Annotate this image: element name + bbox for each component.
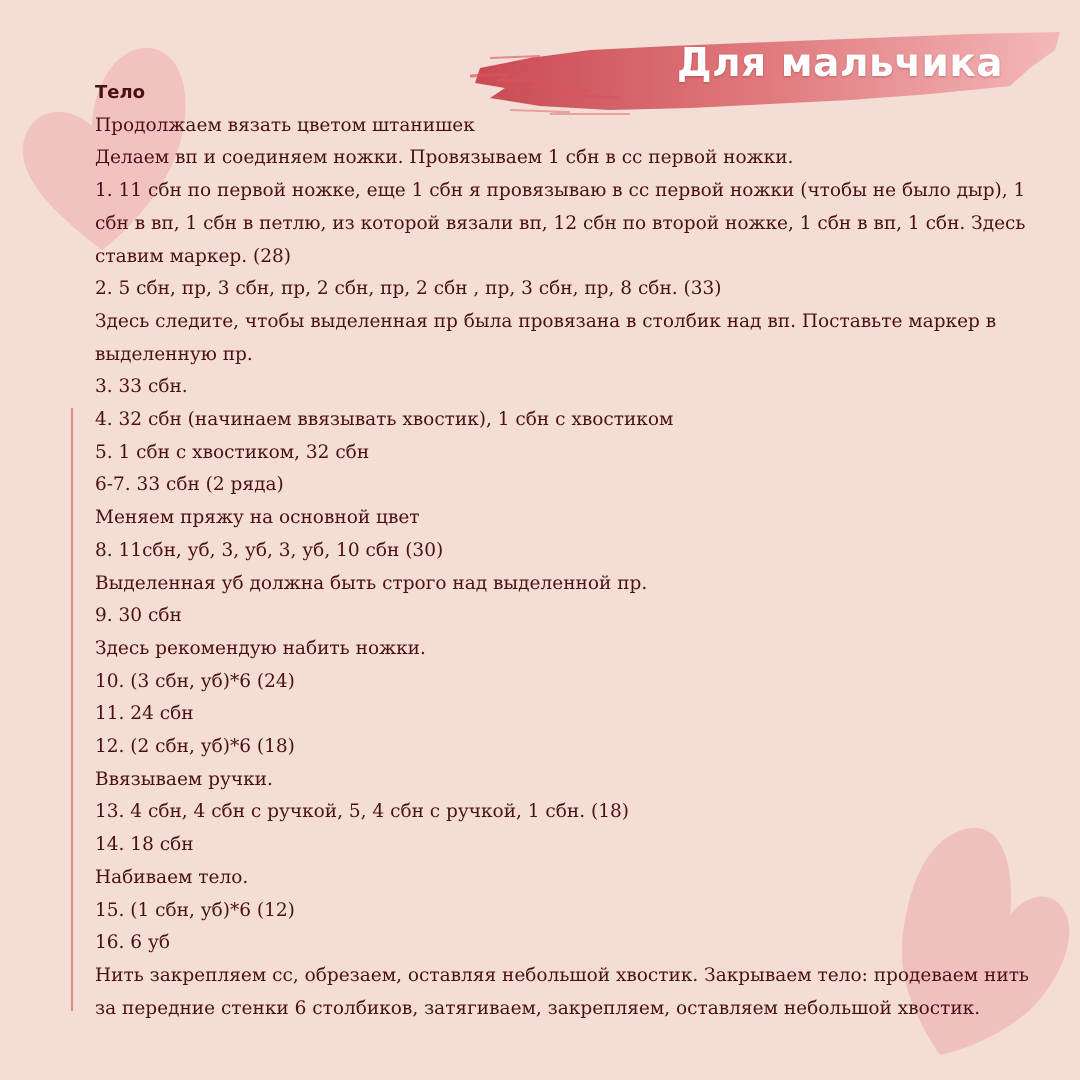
banner-title: Для мальчика bbox=[676, 41, 1004, 86]
instruction-line: 6-7. 33 сбн (2 ряда) bbox=[95, 474, 284, 496]
instruction-line: Набиваем тело. bbox=[95, 866, 249, 888]
instruction-line: Меняем пряжу на основной цвет bbox=[95, 507, 420, 529]
instruction-line: Здесь следите, чтобы выделенная пр была провязана в столбик над вп. Поставьте маркер в выделенную пр. bbox=[95, 310, 997, 365]
instruction-line: 13. 4 сбн, 4 сбн с ручкой, 5, 4 сбн с ручкой, 1 сбн. (18) bbox=[95, 801, 629, 823]
instruction-line: 16. 6 уб bbox=[95, 932, 170, 954]
instruction-line: Выделенная уб должна быть строго над выделенной пр. bbox=[95, 572, 648, 594]
instruction-line: Ввязываем ручки. bbox=[95, 768, 273, 790]
instruction-line: 15. (1 сбн, уб)*6 (12) bbox=[95, 899, 295, 921]
instruction-line: 4. 32 сбн (начинаем ввязывать хвостик), 1 сбн с хвостиком bbox=[95, 409, 674, 431]
instruction-line: 10. (3 сбн, уб)*6 (24) bbox=[95, 670, 295, 692]
instruction-line: Продолжаем вязать цветом штанишек bbox=[95, 114, 475, 136]
instruction-line: 8. 11сбн, уб, 3, уб, 3, уб, 10 сбн (30) bbox=[95, 539, 444, 561]
instruction-line: 14. 18 сбн bbox=[95, 834, 194, 856]
instruction-line: 3. 33 сбн. bbox=[95, 376, 188, 398]
section-title: Тело bbox=[95, 82, 146, 103]
instruction-line: 1. 11 сбн по первой ножке, еще 1 сбн я провязываю в сс первой ножки (чтобы не было дыр), 1 сбн в вп, 1 сбн в петлю, из которой вязали вп, 12 сбн по второй ножке, 1 сбн в вп, 1 сбн. Здесь ставим маркер. (28) bbox=[95, 180, 1026, 267]
vertical-rule bbox=[71, 408, 73, 1011]
pattern-content bbox=[95, 77, 1045, 1025]
instruction-line: 5. 1 сбн с хвостиком, 32 сбн bbox=[95, 441, 370, 463]
instruction-line: 11. 24 сбн bbox=[95, 703, 194, 725]
instruction-line: Нить закрепляем сс, обрезаем, оставляя небольшой хвостик. Закрываем тело: продеваем нить за передние стенки 6 столбиков, затягиваем, закрепляем, оставляем небольшой хвостик. bbox=[95, 964, 1029, 1019]
instruction-line: 2. 5 сбн, пр, 3 сбн, пр, 2 сбн, пр, 2 сбн , пр, 3 сбн, пр, 8 сбн. (33) bbox=[95, 278, 722, 300]
instruction-line: 12. (2 сбн, уб)*6 (18) bbox=[95, 736, 295, 758]
instruction-line: Здесь рекомендую набить ножки. bbox=[95, 637, 426, 659]
instruction-line: Делаем вп и соединяем ножки. Провязываем 1 сбн в сс первой ножки. bbox=[95, 147, 794, 169]
instruction-line: 9. 30 сбн bbox=[95, 605, 182, 627]
